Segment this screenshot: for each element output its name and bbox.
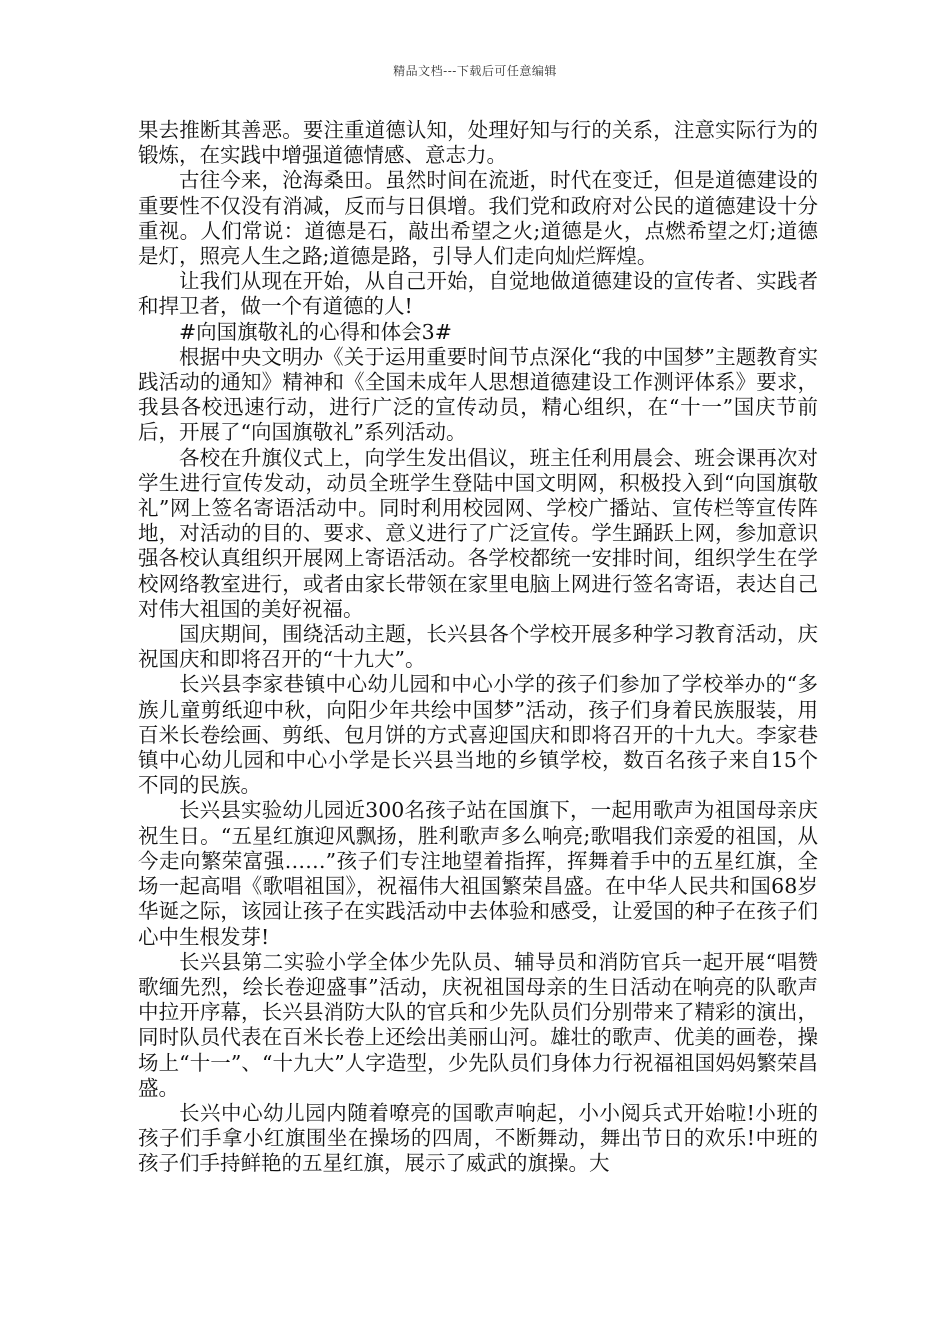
paragraph: 长兴县第二实验小学全体少先队员、辅导员和消防官兵一起开展“唱赞歌缅先烈，绘长卷迎盛事”活动，庆祝祖国母亲的生日活动在响亮的队歌声中拉开序幕，长兴县消防大队的官兵和少先队员们分别带来了精彩的演出，同时队员代表在百米长卷上还绘出美丽山河。雄壮的歌声、优美的画卷，操场上“十一”、“十九大”人字造型，少先队员们身体力行祝福祖国妈妈繁荣昌盛。	[138, 949, 818, 1100]
paragraph: 长兴中心幼儿园内随着嘹亮的国歌声响起，小小阅兵式开始啦!小班的孩子们手拿小红旗围坐在操场的四周，不断舞动，舞出节日的欢乐!中班的孩子们手持鲜艳的五星红旗，展示了威武的旗操。大	[138, 1100, 818, 1176]
paragraph: 果去推断其善恶。要注重道德认知，处理好知与行的关系，注意实际行为的锻炼，在实践中增强道德情感、意志力。	[138, 118, 818, 168]
paragraph: 各校在升旗仪式上，向学生发出倡议，班主任利用晨会、班会课再次对学生进行宣传发动，动员全班学生登陆中国文明网，积极投入到“向国旗敬礼”网上签名寄语活动中。同时利用校园网、学校广播站、宣传栏等宣传阵地，对活动的目的、要求、意义进行了广泛宣传。学生踊跃上网，参加意识强各校认真组织开展网上寄语活动。各学校都统一安排时间，组织学生在学校网络教室进行，或者由家长带领在家里电脑上网进行签名寄语，表达自己对伟大祖国的美好祝福。	[138, 445, 818, 621]
paragraph: 国庆期间，围绕活动主题，长兴县各个学校开展多种学习教育活动，庆祝国庆和即将召开的“十九大”。	[138, 622, 818, 672]
page-header: 精品文档---下载后可任意编辑	[393, 64, 557, 78]
section-heading: #向国旗敬礼的心得和体会3#	[179, 319, 452, 344]
paragraph: 长兴县实验幼儿园近300名孩子站在国旗下，一起用歌声为祖国母亲庆祝生日。“五星红旗迎风飘扬，胜利歌声多么响亮;歌唱我们亲爱的祖国，从今走向繁荣富强……”孩子们专注地望着指挥，挥舞着手中的五星红旗，全场一起高唱《歌唱祖国》，祝福伟大祖国繁荣昌盛。在中华人民共和国68岁华诞之际，该园让孩子在实践活动中去体验和感受，让爱国的种子在孩子们心中生根发芽!	[138, 798, 818, 949]
paragraph: 长兴县李家巷镇中心幼儿园和中心小学的孩子们参加了学校举办的“多族儿童剪纸迎中秋，向阳少年共绘中国梦”活动，孩子们身着民族服装，用百米长卷绘画、剪纸、包月饼的方式喜迎国庆和即将召开的十九大。李家巷镇中心幼儿园和中心小学是长兴县当地的乡镇学校，数百名孩子来自15个不同的民族。	[138, 672, 818, 798]
document-body	[138, 118, 818, 1177]
paragraph: 古往今来，沧海桑田。虽然时间在流逝，时代在变迁，但是道德建设的重要性不仅没有消减，反而与日俱增。我们党和政府对公民的道德建设十分重视。人们常说：道德是石，敲出希望之火;道德是火，点燃希望之灯;道德是灯，照亮人生之路;道德是路，引导人们走向灿烂辉煌。	[138, 168, 818, 269]
paragraph: 根据中央文明办《关于运用重要时间节点深化“我的中国梦”主题教育实践活动的通知》精神和《全国未成年人思想道德建设工作测评体系》要求，我县各校迅速行动，进行广泛的宣传动员，精心组织，在“十一”国庆节前后，开展了“向国旗敬礼”系列活动。	[138, 344, 818, 445]
paragraph: 让我们从现在开始，从自己开始，自觉地做道德建设的宣传者、实践者和捍卫者，做一个有道德的人!	[138, 269, 818, 319]
